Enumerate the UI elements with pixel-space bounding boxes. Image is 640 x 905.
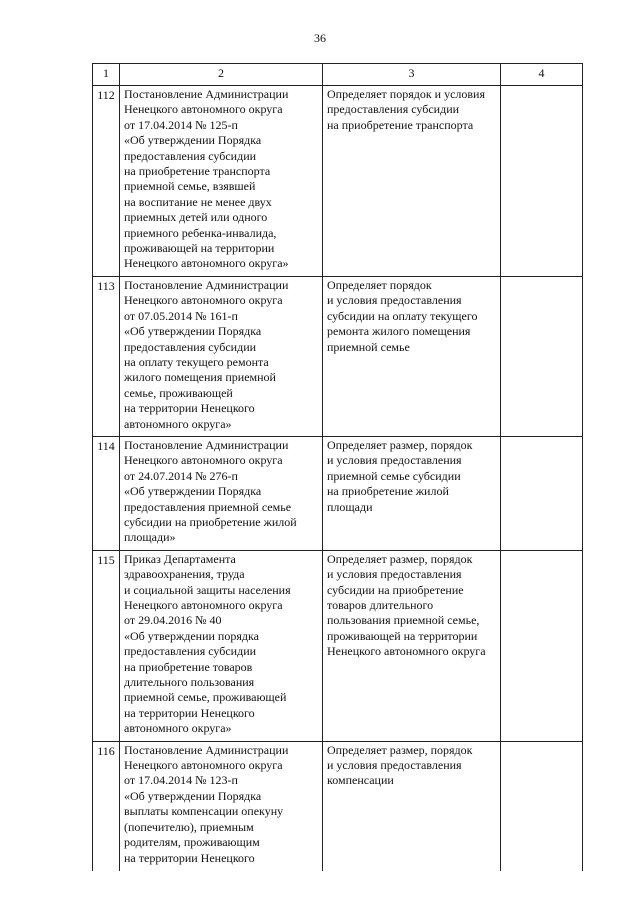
column-header-4: 4: [501, 64, 583, 86]
row-number: 112: [93, 86, 120, 277]
legal-act-text: Постановление Администрации Ненецкого автономного округа от 17.04.2014 № 123-п «Об утверждении Порядка выплаты компенсации опекуну (попечителю), приемным родителям, проживающим на территории Ненецкого: [124, 742, 289, 865]
legal-act-text: Постановление Администрации Ненецкого автономного округа от 24.07.2014 № 276-п «Об утверждении Порядка предоставления приемной семье субсидии на приобретение жилой площади»: [124, 437, 297, 545]
row-number: 115: [93, 550, 120, 741]
note-cell: [501, 436, 583, 550]
row-number: 116: [93, 741, 120, 871]
page-number: 36: [314, 31, 326, 45]
purpose-text: Определяет размер, порядок и условия предоставления субсидии на приобретение товаров длительного пользования приемной семье, проживающей на территории Ненецкого автономного округа: [327, 551, 486, 659]
purpose-text: Определяет порядок и условия предоставления субсидии на оплату текущего ремонта жилого помещения приемной семье: [327, 277, 478, 354]
column-header-2: 2: [120, 64, 323, 86]
column-header-1: 1: [93, 64, 120, 86]
table-row: [93, 276, 583, 436]
column-header-3: 3: [323, 64, 501, 86]
purpose-text: Определяет порядок и условия предоставления субсидии на приобретение транспорта: [327, 87, 485, 132]
table-row: [93, 741, 583, 871]
table-row: [93, 86, 583, 277]
row-number: 113: [93, 276, 120, 436]
table-header-row: [93, 64, 583, 86]
document-table: [92, 63, 583, 871]
purpose-text: Определяет размер, порядок и условия предоставления приемной семье субсидии на приобретение жилой площади: [327, 437, 473, 514]
row-number: 114: [93, 436, 120, 550]
note-cell: [501, 550, 583, 741]
legal-act-text: Приказ Департамента здравоохранения, труда и социальной защиты населения Ненецкого автономного округа от 29.04.2016 № 40 «Об утверждении порядка предоставления субсидии на приобретение товаров длительного пользования приемной семье, проживающей на территории Ненецкого автономного округа»: [124, 551, 291, 736]
note-cell: [501, 276, 583, 436]
legal-act-text: Постановление Администрации Ненецкого автономного округа от 07.05.2014 № 161-п «Об утверждении Порядка предоставления субсидии на оплату текущего ремонта жилого помещения приемной семье, проживающей на территории Ненецкого автономного округа»: [124, 277, 289, 431]
note-cell: [501, 86, 583, 277]
table-row: [93, 550, 583, 741]
purpose-text: Определяет размер, порядок и условия предоставления компенсации: [327, 742, 473, 788]
table-row: [93, 436, 583, 550]
note-cell: [501, 741, 583, 871]
legal-act-text: Постановление Администрации Ненецкого автономного округа от 17.04.2014 № 125-п «Об утверждении Порядка предоставления субсидии на приобретение транспорта приемной семье, взявшей на воспитание не менее двух приемных детей или одного приемного ребенка-инвалида, проживающей на территории Ненецкого автономного округа»: [124, 87, 289, 271]
